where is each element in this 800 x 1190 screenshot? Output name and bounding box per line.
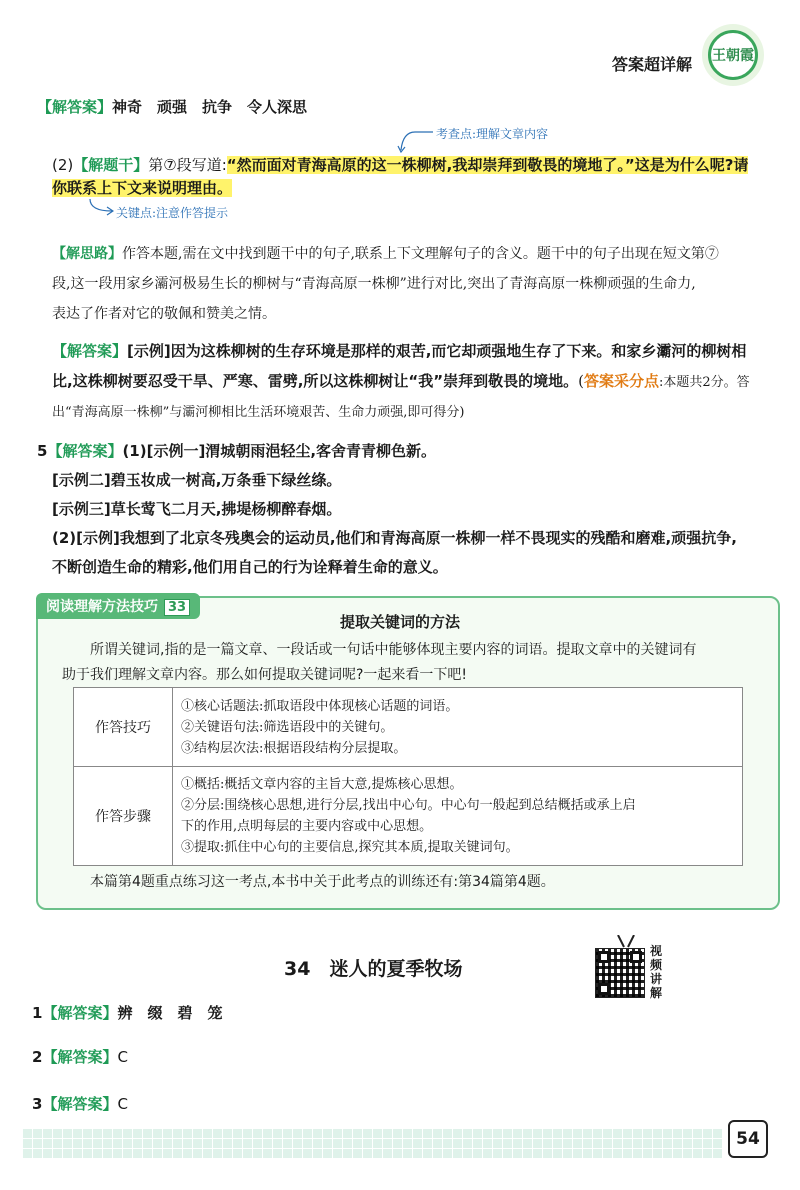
table-row bbox=[74, 767, 743, 866]
method-tab-label: 阅读理解方法技巧 bbox=[46, 599, 158, 615]
answer-tag: 【解答案】 bbox=[42, 1048, 118, 1066]
q5-line3: [示例三]草长莺飞二月天,拂堤杨柳醉春烟。 bbox=[52, 500, 342, 518]
method-intro-1: 所谓关键词,指的是一篇文章、一段话或一句话中能够体现主要内容的词语。提取文章中的关键词有 bbox=[90, 642, 697, 658]
qr-antenna-icon bbox=[612, 934, 640, 948]
method-tab-num: 33 bbox=[164, 599, 190, 616]
brand-logo bbox=[702, 24, 764, 86]
q4-answer2 bbox=[52, 336, 750, 428]
answer-num: 1 bbox=[32, 1004, 43, 1022]
answer-tag: 【解答案】 bbox=[52, 342, 128, 360]
idea-tag: 【解思路】 bbox=[52, 246, 122, 262]
video-label-char: 解 bbox=[650, 986, 663, 1000]
qr-code-icon[interactable] bbox=[595, 948, 645, 998]
row-content-steps bbox=[173, 767, 743, 866]
method-intro-2: 助于我们理解文章内容。那么如何提取关键词呢?一起来看一下吧! bbox=[62, 667, 468, 683]
lesson-answer-3 bbox=[32, 1093, 128, 1115]
answer-tag: 【解答案】 bbox=[42, 1004, 118, 1022]
video-label-char: 讲 bbox=[650, 972, 663, 986]
steps-item-1: ①概括:概括文章内容的主旨大意,提炼核心思想。 bbox=[181, 777, 463, 792]
q5-line2: [示例二]碧玉妆成一树高,万条垂下绿丝绦。 bbox=[52, 471, 342, 489]
answer2-line2: 比,这株柳树要忍受干旱、严寒、雷劈,所以这株柳树让“我”崇拜到敬畏的境地。 bbox=[52, 372, 579, 390]
note-top: 考查点:理解文章内容 bbox=[436, 127, 549, 141]
table-row bbox=[74, 688, 743, 767]
technique-item-3: ③结构层次法:根据语段结构分层提取。 bbox=[181, 740, 407, 756]
q5-num: 5 bbox=[37, 442, 48, 460]
steps-item-2: ②分层:围绕核心思想,进行分层,找出中心句。中心句一般起到总结概括或承上启 bbox=[181, 798, 636, 813]
score-paren: ( bbox=[578, 372, 584, 390]
question-tag: 【解题干】 bbox=[73, 156, 149, 174]
answer-text: C bbox=[117, 1095, 128, 1113]
header-title: 答案超详解 bbox=[612, 55, 693, 74]
row-content-technique bbox=[173, 688, 743, 767]
answer-num: 2 bbox=[32, 1048, 43, 1066]
score-tag: 答案采分点 bbox=[583, 372, 659, 390]
note-bottom: 关键点:注意作答提示 bbox=[116, 206, 229, 220]
lesson-title: 34 迷人的夏季牧场 bbox=[284, 958, 463, 980]
lesson-answer-1 bbox=[32, 1002, 222, 1024]
page-number: 54 bbox=[728, 1120, 768, 1158]
note-arrow-top-icon bbox=[395, 122, 435, 158]
steps-item-4: ③提取:抓住中心句的主要信息,探究其本质,提取关键词句。 bbox=[181, 840, 519, 855]
technique-item-1: ①核心话题法:抓取语段中体现核心话题的词语。 bbox=[181, 698, 459, 714]
q5-block bbox=[37, 437, 737, 582]
idea-line1: 作答本题,需在文中找到题干中的句子,联系上下文理解句子的含义。题干中的句子出现在短文第⑦ bbox=[122, 246, 719, 262]
note-arrow-bottom-icon bbox=[80, 197, 114, 223]
answer-tag: 【解答案】 bbox=[37, 98, 113, 116]
q4-part2-line2 bbox=[52, 177, 232, 199]
method-footer: 本篇第4题重点练习这一考点,本书中关于此考点的训练还有:第34篇第4题。 bbox=[90, 874, 555, 890]
answer-text: 神奇 顽强 抗争 令人深思 bbox=[112, 98, 308, 116]
steps-item-3: 下的作用,点明每层的主要内容或中心思想。 bbox=[181, 819, 433, 834]
score-text-2: 出“青海高原一株柳”与灞河柳相比生活环境艰苦、生命力顽强,即可得分) bbox=[52, 405, 465, 420]
q5-line4: (2)[示例]我想到了北京冬残奥会的运动员,他们和青海高原一株柳一样不畏现实的残酷和磨难,顽强抗争, bbox=[52, 529, 737, 547]
row-label-steps: 作答步骤 bbox=[74, 767, 173, 866]
part2-num: (2) bbox=[52, 156, 74, 174]
q5-line1: (1)[示例一]渭城朝雨浥轻尘,客舍青青柳色新。 bbox=[122, 442, 437, 460]
answer-tag: 【解答案】 bbox=[42, 1095, 118, 1113]
method-title: 提取关键词的方法 bbox=[339, 613, 460, 631]
video-label bbox=[650, 944, 664, 1000]
answer-tag: 【解答案】 bbox=[47, 442, 123, 460]
footer-grid-strip bbox=[22, 1128, 722, 1158]
row-label-technique: 作答技巧 bbox=[74, 688, 173, 767]
q4-idea bbox=[52, 241, 719, 327]
part2-prefix: 第⑦段写道: bbox=[148, 156, 227, 174]
answer-num: 3 bbox=[32, 1095, 43, 1113]
part2-quote: “然而面对青海高原的这一株柳树,我却崇拜到敬畏的境地了。”这是为什么呢? bbox=[226, 156, 734, 174]
score-text-1: :本题共2分。答 bbox=[659, 375, 750, 390]
part2-tail-b: 你联系上下文来说明理由。 bbox=[52, 179, 233, 197]
technique-item-2: ②关键语句法:筛选语段中的关键句。 bbox=[181, 719, 394, 735]
idea-line3: 表达了作者对它的敬佩和赞美之情。 bbox=[52, 306, 276, 322]
q4-part2-line1 bbox=[52, 154, 748, 176]
answer-text: 辨 缀 碧 笼 bbox=[117, 1004, 223, 1022]
brand-logo-text: 王朝霞 bbox=[708, 30, 758, 80]
idea-line2: 段,这一段用家乡灞河极易生长的柳树与“青海高原一株柳”进行对比,突出了青海高原一株柳顽强的生命力, bbox=[52, 276, 696, 292]
video-label-char: 视 bbox=[650, 944, 663, 958]
answer2-line1: [示例]因为这株柳树的生存环境是那样的艰苦,而它却顽强地生存了下来。和家乡灞河的柳树相 bbox=[127, 342, 747, 360]
answer-text: C bbox=[117, 1048, 128, 1066]
part2-tail-a: 请 bbox=[733, 156, 749, 174]
video-label-char: 频 bbox=[650, 958, 663, 972]
lesson-answer-2 bbox=[32, 1046, 128, 1068]
method-table bbox=[73, 687, 743, 866]
q4-answer1 bbox=[37, 96, 307, 118]
method-intro bbox=[62, 638, 696, 688]
q5-line5: 不断创造生命的精彩,他们用自己的行为诠释着生命的意义。 bbox=[52, 558, 448, 576]
